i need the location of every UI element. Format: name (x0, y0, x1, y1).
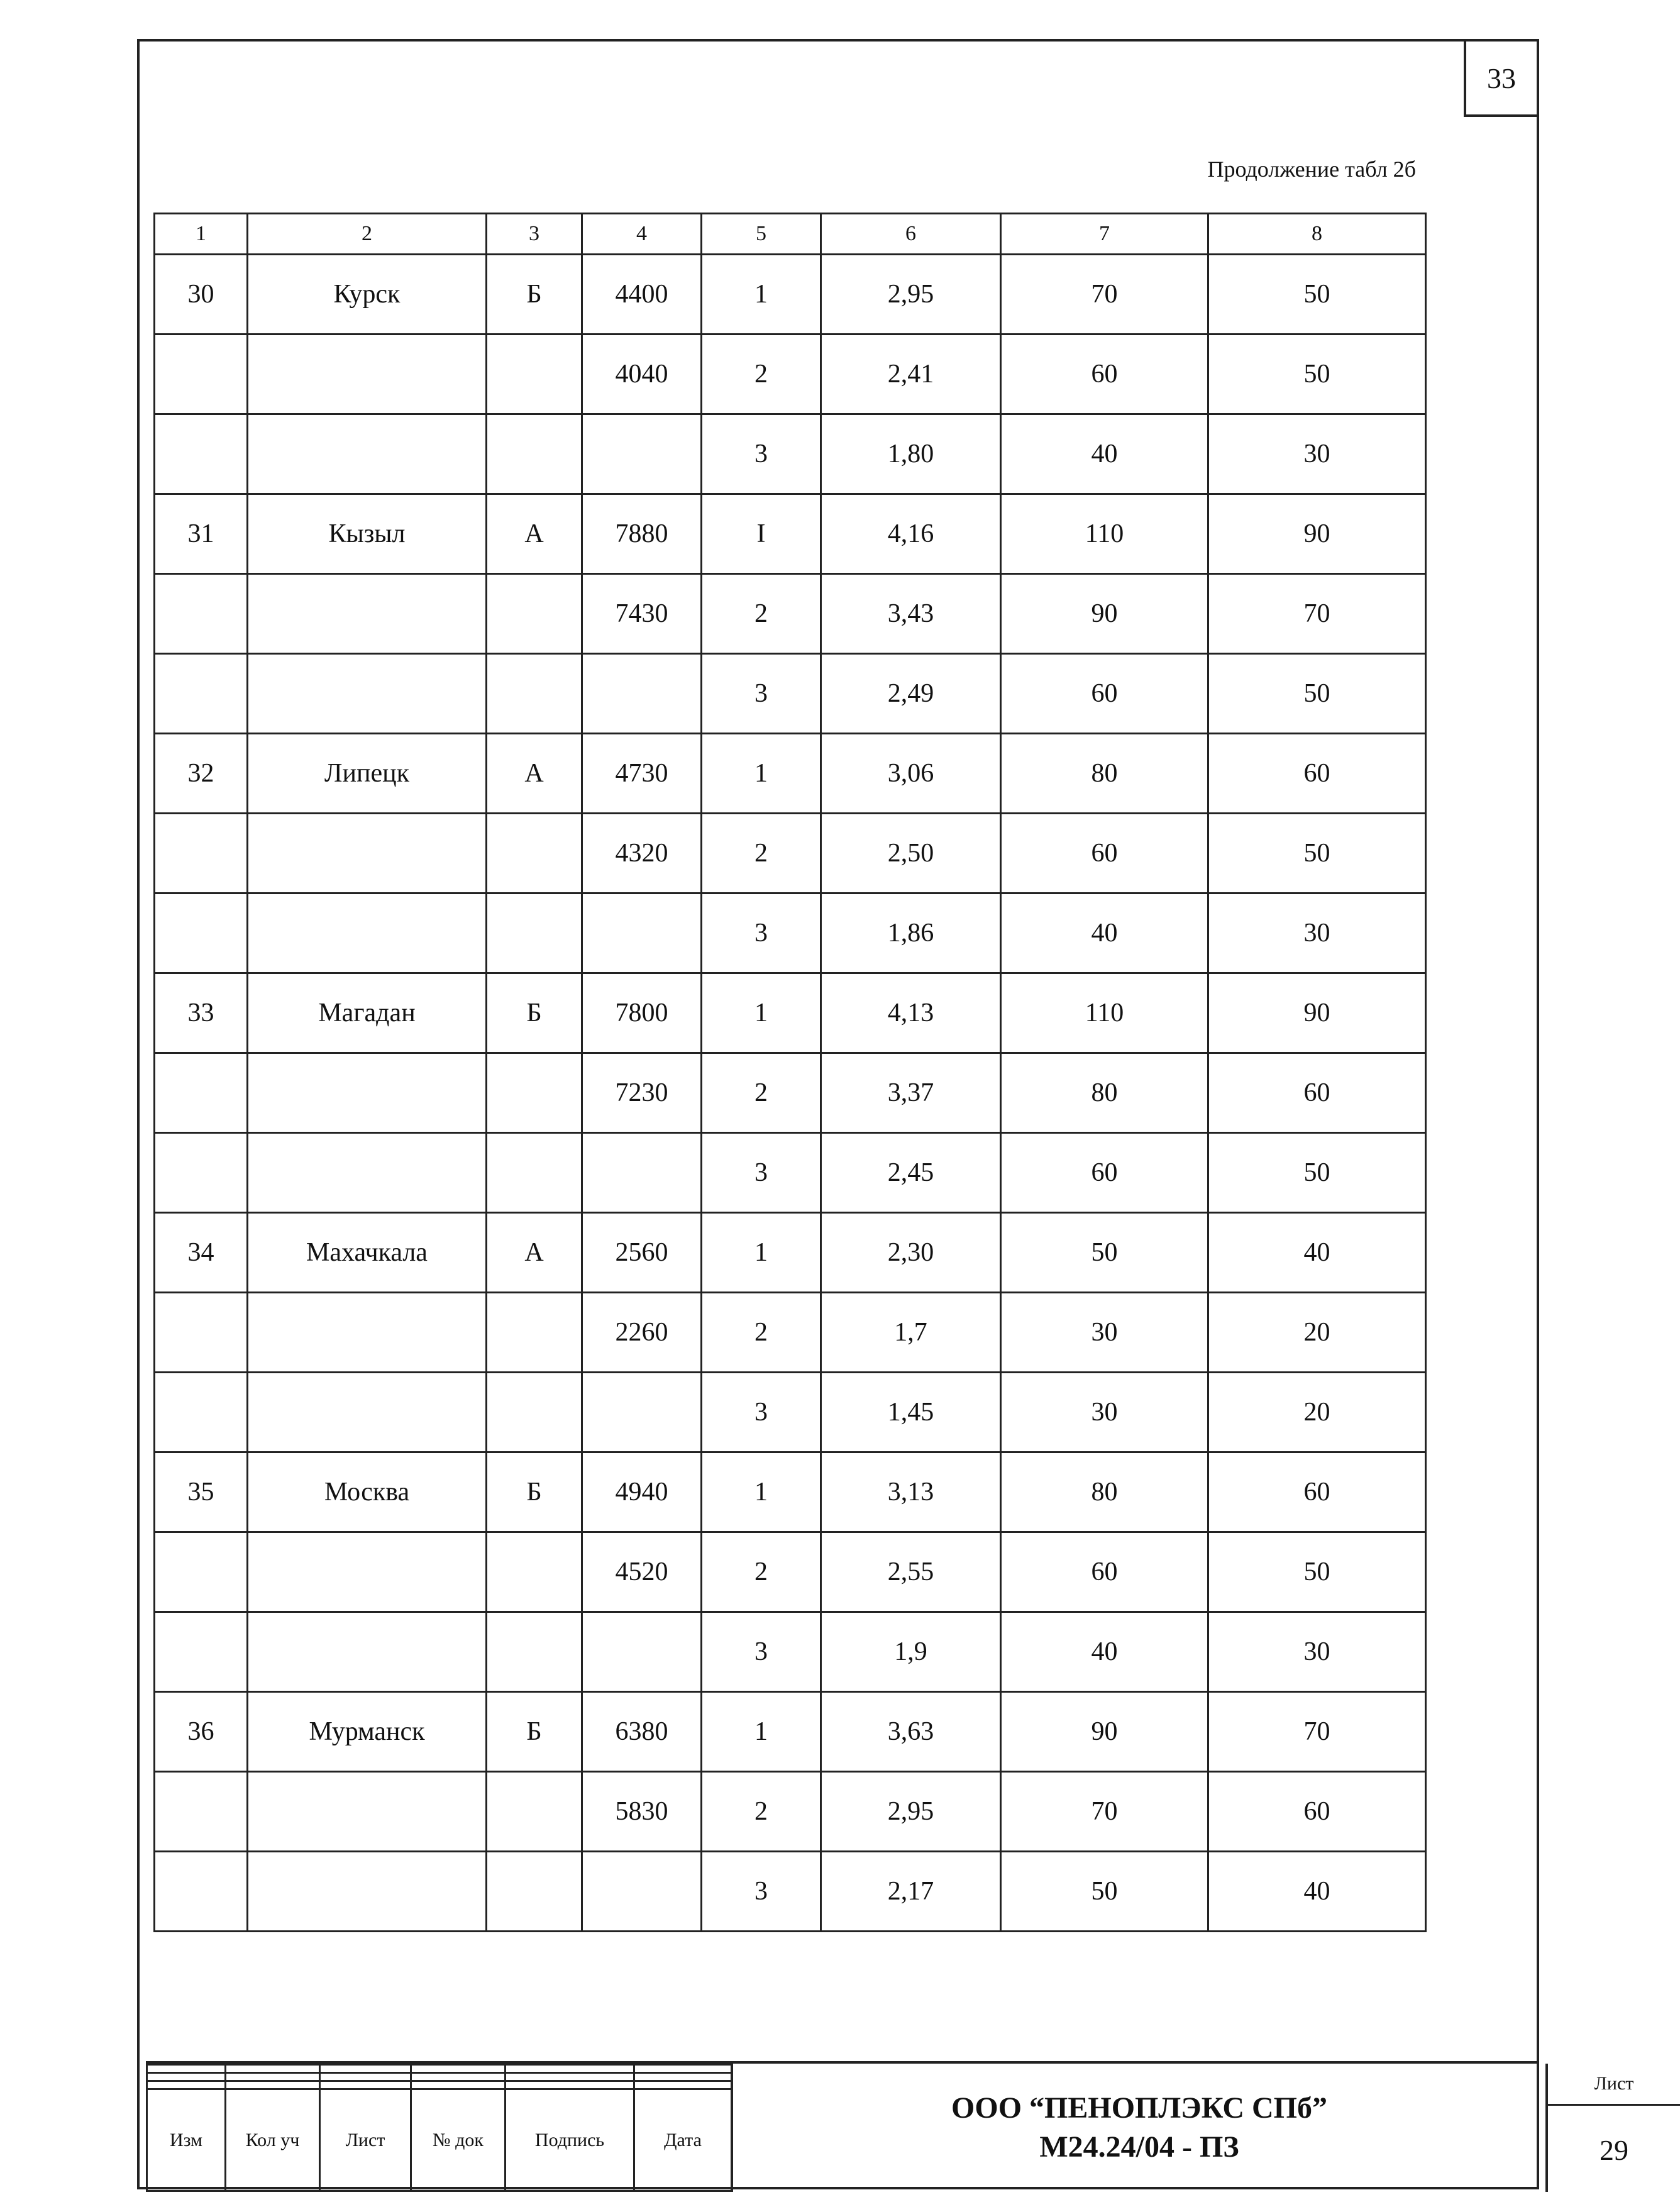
table-cell: 3 (702, 414, 821, 494)
table-cell: 1,7 (821, 1293, 1001, 1373)
data-table (153, 213, 1427, 1932)
table-cell: 70 (1208, 1692, 1426, 1772)
table-cell: 3,43 (821, 574, 1001, 654)
table-row (155, 414, 1426, 494)
table-cell: 36 (155, 1692, 248, 1772)
table-cell: 1 (702, 1692, 821, 1772)
table-cell: Б (487, 255, 582, 335)
table-cell (582, 893, 702, 973)
table-row (155, 814, 1426, 893)
revision-column-label: Кол уч (226, 2089, 320, 2191)
revision-column-label: № док (411, 2089, 506, 2191)
table-cell (155, 893, 248, 973)
table-cell: 7880 (582, 494, 702, 574)
table-cell: Липецк (248, 734, 487, 814)
table-cell: 32 (155, 734, 248, 814)
table-cell: 2 (702, 574, 821, 654)
table-cell: 80 (1001, 734, 1208, 814)
table-cell: 60 (1001, 814, 1208, 893)
table-cell: 80 (1001, 1053, 1208, 1133)
table-cell (155, 1612, 248, 1692)
table-row (155, 1213, 1426, 1293)
table-cell: 70 (1208, 574, 1426, 654)
table-cell (155, 1053, 248, 1133)
table-cell: 110 (1001, 973, 1208, 1053)
table-cell: 90 (1208, 973, 1426, 1053)
header-row (155, 214, 1426, 255)
table-cell: 2,30 (821, 1213, 1001, 1293)
table-cell: 60 (1001, 1133, 1208, 1213)
table-cell: 40 (1208, 1213, 1426, 1293)
table-cell (487, 1293, 582, 1373)
table-cell (155, 574, 248, 654)
table-cell: 50 (1208, 255, 1426, 335)
table-cell: 2260 (582, 1293, 702, 1373)
column-header: 1 (155, 214, 248, 255)
table-row (155, 1373, 1426, 1452)
table-cell: 60 (1208, 1772, 1426, 1852)
column-header: 2 (248, 214, 487, 255)
table-cell: 3 (702, 1133, 821, 1213)
table-cell: 80 (1001, 1452, 1208, 1532)
table-row (155, 893, 1426, 973)
table-cell: 50 (1001, 1213, 1208, 1293)
table-cell (487, 1852, 582, 1932)
table-cell (155, 1852, 248, 1932)
revision-grid (146, 2064, 732, 2192)
table-cell: 1 (702, 1213, 821, 1293)
table-cell: Мурманск (248, 1692, 487, 1772)
table-row (155, 335, 1426, 414)
table-cell: 30 (155, 255, 248, 335)
table-row (155, 1852, 1426, 1932)
table-cell: 20 (1208, 1373, 1426, 1452)
title-block (146, 2061, 1634, 2192)
revision-column-label: Лист (320, 2089, 411, 2191)
table-row (155, 1692, 1426, 1772)
table-cell: 30 (1208, 893, 1426, 973)
table-cell: 2,45 (821, 1133, 1001, 1213)
table-cell: 31 (155, 494, 248, 574)
table-cell: 2 (702, 1772, 821, 1852)
table-cell (155, 335, 248, 414)
table-cell: А (487, 734, 582, 814)
table-cell: 4,16 (821, 494, 1001, 574)
table-cell (248, 1373, 487, 1452)
table-cell: 4520 (582, 1532, 702, 1612)
table-row (155, 255, 1426, 335)
table-cell (487, 1053, 582, 1133)
column-header: 6 (821, 214, 1001, 255)
sheet-label: Лист (1548, 2064, 1680, 2106)
table-cell: 2560 (582, 1213, 702, 1293)
table-cell: 1,9 (821, 1612, 1001, 1692)
table-cell: 7430 (582, 574, 702, 654)
table-cell: Б (487, 1692, 582, 1772)
table-cell: Кызыл (248, 494, 487, 574)
table-cell: 1,86 (821, 893, 1001, 973)
table-cell (155, 414, 248, 494)
table-cell: 1 (702, 973, 821, 1053)
table-cell: 50 (1001, 1852, 1208, 1932)
table-cell (248, 893, 487, 973)
table-cell: Махачкала (248, 1213, 487, 1293)
table-cell (487, 893, 582, 973)
table-cell (582, 1373, 702, 1452)
table-cell: 1,80 (821, 414, 1001, 494)
table-cell (487, 1612, 582, 1692)
table-cell: 3 (702, 1612, 821, 1692)
table-row (155, 494, 1426, 574)
table-cell: I (702, 494, 821, 574)
table-cell: 3,13 (821, 1452, 1001, 1532)
table-cell (582, 1612, 702, 1692)
table-row (155, 1532, 1426, 1612)
table-cell: 50 (1208, 1532, 1426, 1612)
table-cell: 60 (1001, 335, 1208, 414)
table-cell: 2,17 (821, 1852, 1001, 1932)
revision-column-label: Дата (634, 2089, 732, 2191)
table-cell: 2 (702, 1053, 821, 1133)
table-cell (248, 654, 487, 734)
column-header: 8 (1208, 214, 1426, 255)
table-row (155, 1772, 1426, 1852)
table-cell (248, 1133, 487, 1213)
table-cell: 34 (155, 1213, 248, 1293)
table-cell: 6380 (582, 1692, 702, 1772)
table-cell: 2,95 (821, 255, 1001, 335)
table-cell: 30 (1001, 1373, 1208, 1452)
table-cell: 35 (155, 1452, 248, 1532)
table-cell: 2,49 (821, 654, 1001, 734)
table-cell (248, 574, 487, 654)
table-cell (155, 1772, 248, 1852)
column-header: 5 (702, 214, 821, 255)
table-cell: 70 (1001, 255, 1208, 335)
table-row (155, 1452, 1426, 1532)
table-cell: 40 (1001, 414, 1208, 494)
table-cell: 3 (702, 1852, 821, 1932)
table-header (155, 214, 1426, 255)
table-cell: 40 (1208, 1852, 1426, 1932)
table-cell: 90 (1001, 574, 1208, 654)
table-cell (248, 1612, 487, 1692)
table-cell (582, 654, 702, 734)
table-cell: 1 (702, 255, 821, 335)
table-row (155, 734, 1426, 814)
sheet-box (1548, 2064, 1680, 2192)
table-row (155, 1053, 1426, 1133)
table-cell (248, 1053, 487, 1133)
table-cell: 2 (702, 814, 821, 893)
table-cell: 2 (702, 1293, 821, 1373)
table-cell: 30 (1208, 1612, 1426, 1692)
revision-column-label: Изм (147, 2089, 226, 2191)
page-number: 33 (1464, 39, 1539, 117)
table-cell (248, 1293, 487, 1373)
table-cell: А (487, 1213, 582, 1293)
table-cell (487, 1373, 582, 1452)
table-cell: 33 (155, 973, 248, 1053)
table-row (155, 1133, 1426, 1213)
table-cell (487, 574, 582, 654)
table-cell: 90 (1208, 494, 1426, 574)
table-cell: 4,13 (821, 973, 1001, 1053)
table-cell (487, 814, 582, 893)
table-cell: 3,63 (821, 1692, 1001, 1772)
table-cell: 20 (1208, 1293, 1426, 1373)
revision-row (147, 2065, 732, 2073)
table-cell (582, 414, 702, 494)
table-cell: 2 (702, 335, 821, 414)
table-cell: 3 (702, 654, 821, 734)
table-cell (248, 1532, 487, 1612)
table-row (155, 1612, 1426, 1692)
revision-column-label: Подпись (506, 2089, 634, 2191)
table-cell: 50 (1208, 335, 1426, 414)
table-cell (155, 1293, 248, 1373)
table-cell: 3 (702, 893, 821, 973)
table-cell: 2,50 (821, 814, 1001, 893)
table-cell: Б (487, 973, 582, 1053)
table-cell: 3,06 (821, 734, 1001, 814)
table-cell: 4400 (582, 255, 702, 335)
document-code: М24.24/04 - ПЗ (1039, 2130, 1239, 2164)
table-cell: 40 (1001, 1612, 1208, 1692)
table-body (155, 255, 1426, 1932)
table-cell (582, 1852, 702, 1932)
table-cell: 4940 (582, 1452, 702, 1532)
table-continuation-caption: Продолжение табл 2б (1207, 157, 1416, 182)
table-cell: 60 (1001, 1532, 1208, 1612)
revision-labels-row (147, 2089, 732, 2191)
table-cell: 60 (1208, 1053, 1426, 1133)
document-title (731, 2064, 1548, 2192)
table-cell: 30 (1208, 414, 1426, 494)
table-cell (487, 1133, 582, 1213)
table-cell (487, 1772, 582, 1852)
table-row (155, 1293, 1426, 1373)
table-cell (248, 1772, 487, 1852)
table-cell: Б (487, 1452, 582, 1532)
table-cell (155, 814, 248, 893)
table-cell (487, 654, 582, 734)
table-cell: 2,41 (821, 335, 1001, 414)
table-cell (487, 335, 582, 414)
table-cell: 3,37 (821, 1053, 1001, 1133)
revision-row (147, 2081, 732, 2089)
table-cell (248, 1852, 487, 1932)
table-cell (248, 814, 487, 893)
table-cell (248, 414, 487, 494)
sheet-number: 29 (1600, 2133, 1628, 2166)
table-cell: 1,45 (821, 1373, 1001, 1452)
table-cell (487, 1532, 582, 1612)
table-cell: 5830 (582, 1772, 702, 1852)
table-cell (582, 1133, 702, 1213)
table-cell: 30 (1001, 1293, 1208, 1373)
table-cell (487, 414, 582, 494)
table-cell (155, 1133, 248, 1213)
table-row (155, 973, 1426, 1053)
table-cell: 7230 (582, 1053, 702, 1133)
table-cell: Магадан (248, 973, 487, 1053)
column-header: 3 (487, 214, 582, 255)
table-cell (155, 654, 248, 734)
table-cell: 60 (1208, 1452, 1426, 1532)
table-cell: 60 (1001, 654, 1208, 734)
table-cell: 60 (1208, 734, 1426, 814)
table-cell: 2 (702, 1532, 821, 1612)
table-cell: 40 (1001, 893, 1208, 973)
table-cell: 50 (1208, 654, 1426, 734)
table-cell: 50 (1208, 814, 1426, 893)
table-cell (248, 335, 487, 414)
table-cell: 110 (1001, 494, 1208, 574)
table-cell: 1 (702, 734, 821, 814)
table-cell: 4730 (582, 734, 702, 814)
table-cell: 4320 (582, 814, 702, 893)
table-cell: 3 (702, 1373, 821, 1452)
table-cell: 2,55 (821, 1532, 1001, 1612)
table-cell: 70 (1001, 1772, 1208, 1852)
table-row (155, 654, 1426, 734)
table-cell: А (487, 494, 582, 574)
table-cell (155, 1373, 248, 1452)
column-header: 4 (582, 214, 702, 255)
revision-row (147, 2073, 732, 2081)
table-cell (155, 1532, 248, 1612)
table-cell: Москва (248, 1452, 487, 1532)
table-cell: 1 (702, 1452, 821, 1532)
table-cell: 90 (1001, 1692, 1208, 1772)
table-cell: Курск (248, 255, 487, 335)
table-cell: 2,95 (821, 1772, 1001, 1852)
table-cell: 7800 (582, 973, 702, 1053)
column-header: 7 (1001, 214, 1208, 255)
company-name: ООО “ПЕНОПЛЭКС СПб” (951, 2091, 1327, 2125)
table-cell: 50 (1208, 1133, 1426, 1213)
table-row (155, 574, 1426, 654)
table-cell: 4040 (582, 335, 702, 414)
